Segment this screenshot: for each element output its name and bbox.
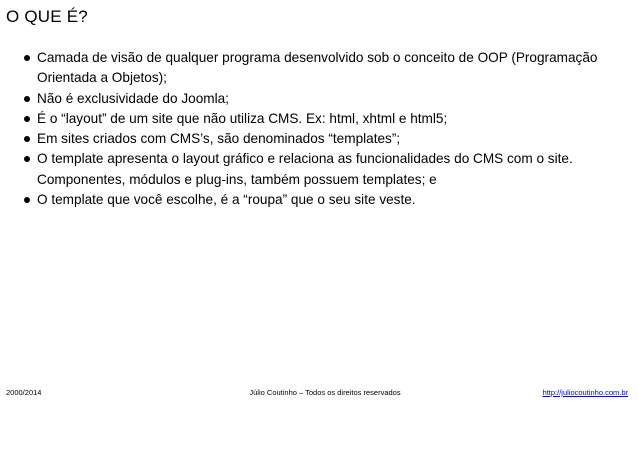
bullet-dot-icon [24,156,30,162]
bullet-dot-icon [24,116,30,122]
bullet-dot-icon [24,136,30,142]
bullet-dot-icon [24,96,30,102]
footer-website-link[interactable]: http://juliocoutinho.com.br [542,388,628,397]
bullet-text: Não é exclusividade do Joomla; [37,90,229,106]
footer-date: 2000/2014 [6,388,42,397]
bullet-item [24,190,624,210]
bullet-dot-icon [24,197,30,203]
bullet-text: Camada de visão de qualquer programa desenvolvido sob o conceito de OOP (Programação Orientada a Objetos); [37,50,598,86]
footer-copyright: Júlio Coutinho – Todos os direitos reservados [249,388,401,397]
bullet-list [24,48,624,210]
bullet-item [24,48,624,89]
slide-title: O QUE É? [6,7,88,26]
slide-footer [6,388,628,400]
bullet-text: Em sites criados com CMS’s, são denominados “templates”; [37,131,401,147]
bullet-item [24,89,624,109]
bullet-dot-icon [24,55,30,61]
bullet-item [24,109,624,129]
bullet-text: É o “layout” de um site que não utiliza CMS. Ex: html, xhtml e html5; [37,110,448,126]
bullet-item [24,129,624,149]
bullet-text: O template que você escolhe, é a “roupa” que o seu site veste. [37,192,416,208]
bullet-item [24,149,624,190]
bullet-text: O template apresenta o layout gráfico e relaciona as funcionalidades do CMS com o site. Componentes, módulos e plug-ins, também possuem templates; e [37,151,573,187]
